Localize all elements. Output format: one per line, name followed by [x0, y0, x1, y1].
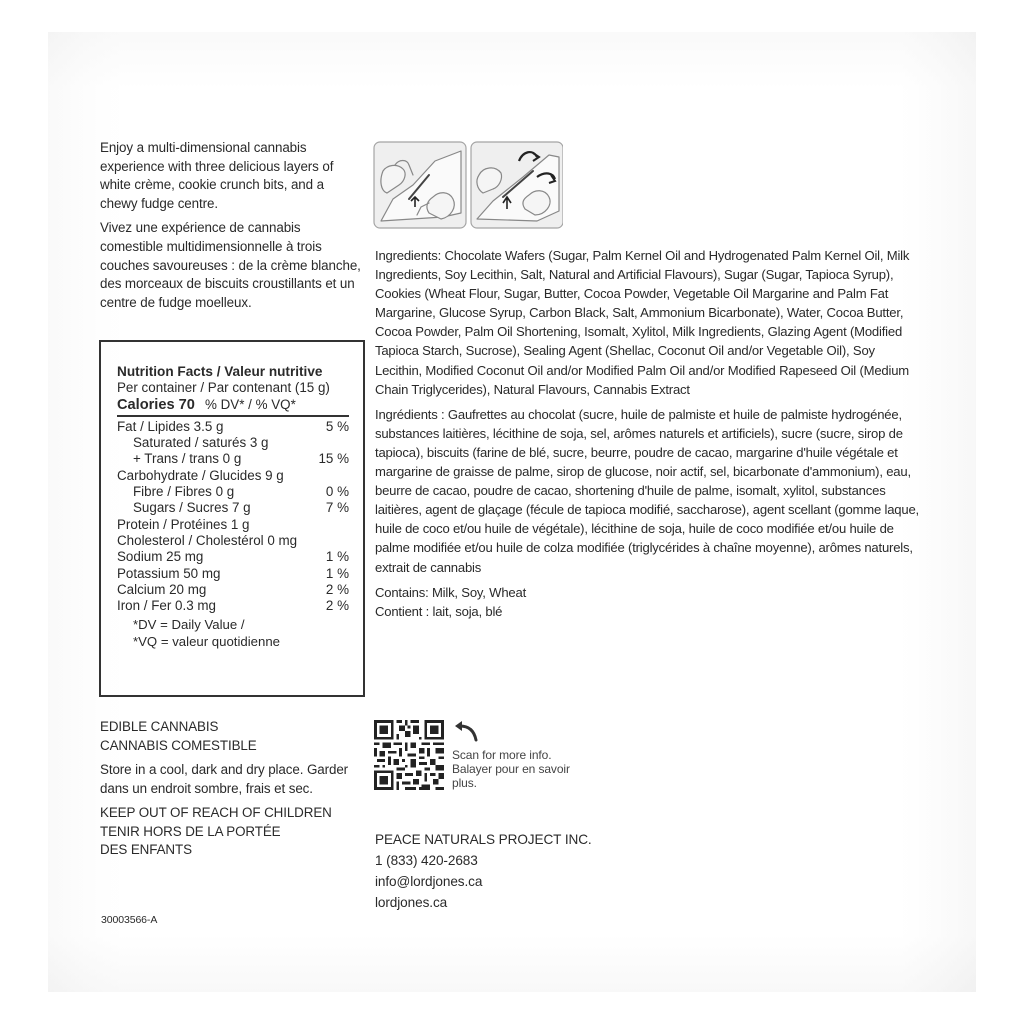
company-info: [375, 829, 675, 913]
nutrient-row-potassium: Potassium 50 mg 1 %: [117, 565, 349, 581]
nutrient-row-saturated: Saturated / saturés 3 g: [133, 435, 269, 451]
nutrient-row-carbohydrate: Carbohydrate / Glucides 9 g: [117, 467, 284, 483]
company-website[interactable]: lordjones.ca: [375, 895, 448, 910]
ingredients-en: Ingredients: Chocolate Wafers (Sugar, Palm Kernel Oil and Hydrogenated Palm Kernel Oil, Milk Ingredients, Soy Lecithin, Salt, Natural and Artificial Flavours), Sugar (Sugar, Tapioca Syrup), Cookies (Wheat Flour, Sugar, Butter, Cocoa Powder, Vegetable Oil Margarine and Palm Fat Margarine, Glucose Syrup, Carbon Black, Salt, Ammonium Bicarbonate), Water, Cocoa Butter, Cocoa Powder, Palm Oil Shortening, Isomalt, Xylitol, Milk Ingredients, Glazing Agent (Modified Tapioca Starch, Sucrose), Sealing Agent (Shellac, Coconut Oil and/or Vegetable Oil), Soy Lecithin, Modified Coconut Oil and/or Modified Palm Oil and/or Modified Rapeseed Oil (Medium Chain Triglycerides), Natural Flavours, Cannabis Extract: [375, 248, 910, 397]
description-en: Enjoy a multi-dimensional cannabis experience with three delicious layers of white crème, cookie crunch bits, and a chewy fudge centre.: [100, 140, 334, 211]
product-description: [100, 139, 365, 318]
scan-instruction: Scan for more info. Balayer pour en savoir plus.: [452, 748, 570, 790]
nutrient-row-cholesterol: Cholesterol / Cholestérol 0 mg: [117, 532, 298, 548]
nutrient-rows: [117, 419, 349, 615]
nutrition-title: Nutrition Facts / Valeur nutritive: [117, 364, 323, 379]
company-phone: 1 (833) 420-2683: [375, 853, 478, 868]
edible-en: EDIBLE CANNABIS: [100, 719, 219, 734]
nutrient-row-trans: + Trans / trans 0 g 15 %: [133, 451, 349, 467]
nutrition-facts-table: [99, 340, 365, 697]
tear-open-illustration-icon: [373, 141, 563, 231]
nutrient-row-fibre: Fibre / Fibres 0 g 0 %: [133, 484, 349, 500]
child-warning: KEEP OUT OF REACH OF CHILDREN TENIR HORS DE LA PORTÉE DES ENFANTS: [100, 805, 332, 857]
description-fr: Vivez une expérience de cannabis comestible multidimensionnelle à trois couches savoureuses : de la crème blanche, des morceaux de biscuits croustillants et un centre de fudge moelleux.: [100, 220, 361, 310]
storage-instructions: Store in a cool, dark and dry place. Garder dans un endroit sombre, frais et sec.: [100, 762, 349, 796]
warnings-section: [100, 718, 360, 866]
divider: [117, 415, 349, 417]
nutrient-row-sugars: Sugars / Sucres 7 g 7 %: [133, 500, 349, 516]
footnote-vq: *VQ = valeur quotidienne: [133, 634, 280, 650]
footnote-dv: *DV = Daily Value /: [133, 617, 245, 633]
company-name: PEACE NATURALS PROJECT INC.: [375, 832, 592, 847]
edible-cannabis-label: [100, 718, 360, 755]
calories-label: Calories 70: [117, 396, 195, 413]
nutrient-row-calcium: Calcium 20 mg 2 %: [117, 581, 349, 597]
edible-fr: CANNABIS COMESTIBLE: [100, 737, 257, 753]
allergens: [375, 583, 920, 621]
calories-row: [117, 397, 349, 413]
contains-en: Contains: Milk, Soy, Wheat: [375, 584, 527, 600]
contains-fr: Contient : lait, soja, blé: [375, 603, 503, 619]
product-code: 30003566-A: [101, 914, 158, 926]
ingredients-section: [375, 246, 920, 627]
qr-code-icon[interactable]: [374, 720, 444, 790]
dv-header: % DV* / % VQ*: [205, 396, 296, 412]
nutrient-row-iron: Iron / Fer 0.3 mg 2 %: [117, 598, 349, 614]
ingredients-fr: Ingrédients : Gaufrettes au chocolat (sucre, huile de palmiste et huile de palmiste hydrogénée, substances laitières, lécithine de soja, sel, arômes naturels et artificiels), sucre (sucre, sirop de tapioca), biscuits (farine de blé, sucre, beurre, poudre de cacao, margarine d'huile végétale et margarine de graisse de palme, sirop de glucose, noir actif, sel, bicarbonate d'ammonium), eau, beurre de cacao, poudre de cacao, shortening d'huile de palme, isomalt, xylitol, substances laitières, agent de glaçage (fécule de tapioca modifié, saccharose), agent scellant (gomme laque, huile de coco et/ou huile de végétale), lécithine de soja, huile de coco modifiée et/ou huile de palme modifiée et/ou huile de colza modifiée (triglycérides à chaîne moyenne), arômes naturels, extrait de cannabis: [375, 406, 919, 575]
serving-size: Per container / Par contenant (15 g): [117, 380, 330, 396]
nutrient-row-fat: Fat / Lipides 3.5 g 5 %: [117, 418, 349, 434]
company-email[interactable]: info@lordjones.ca: [375, 874, 483, 889]
curved-arrow-icon: [452, 720, 480, 742]
nutrient-row-sodium: Sodium 25 mg 1 %: [117, 549, 349, 565]
nutrient-row-protein: Protein / Protéines 1 g: [117, 516, 250, 532]
